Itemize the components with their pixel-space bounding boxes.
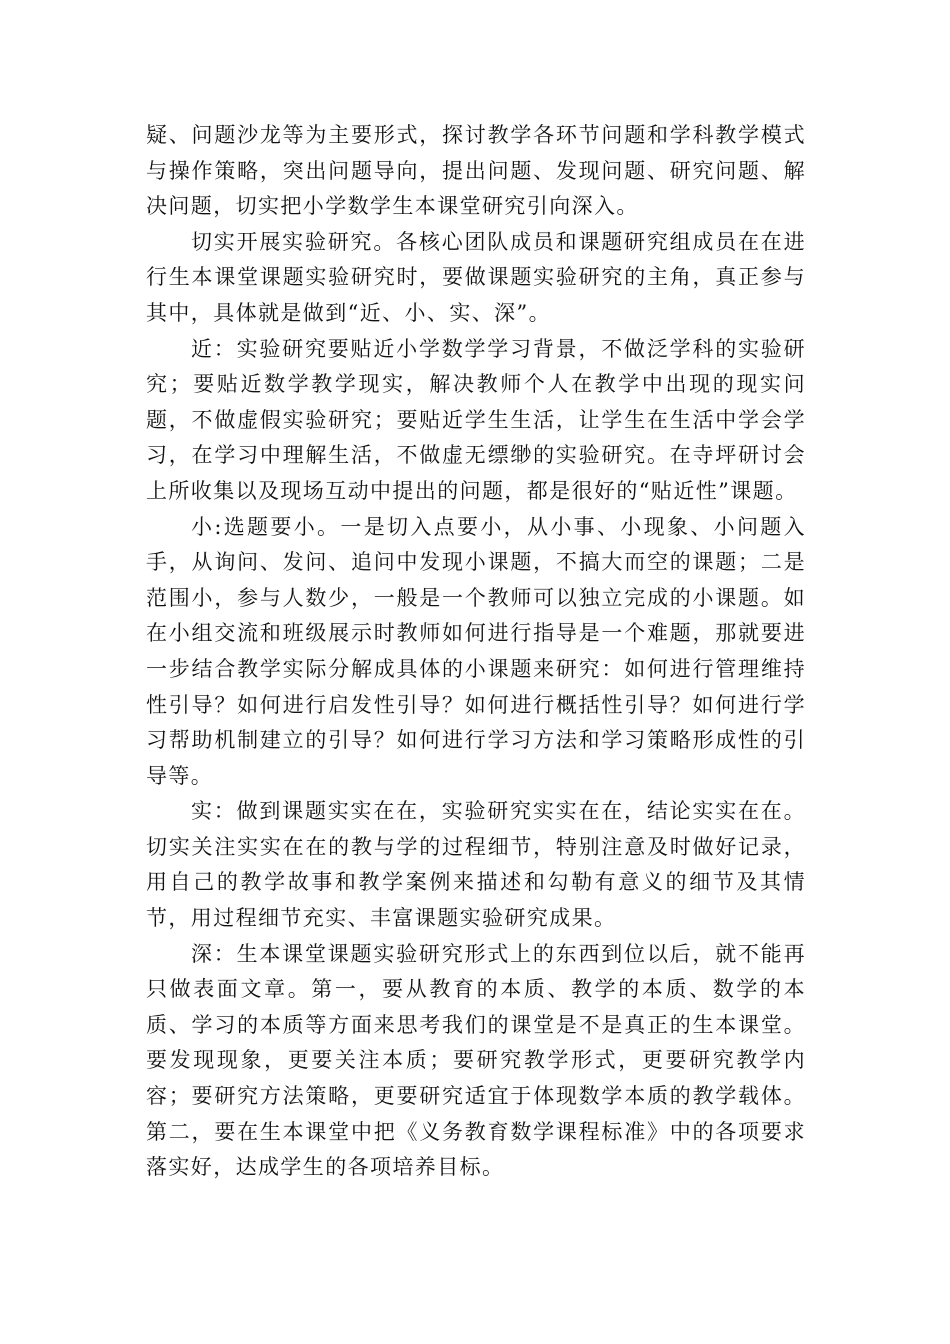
document-body	[146, 118, 806, 1186]
paragraph-near: 近：实验研究要贴近小学数学学习背景，不做泛学科的实验研究；要贴近数学教学现实，解决教师个人在教学中出现的现实问题，不做虚假实验研究；要贴近学生生活，让学生在生活中学会学习，在学习中理解生活，不做虚无缥缈的实验研究。在寺坪研讨会上所收集以及现场互动中提出的问题，都是很好的“贴近性”课题。	[146, 336, 806, 503]
paragraph-deep: 深：生本课堂课题实验研究形式上的东西到位以后，就不能再只做表面文章。第一，要从教育的本质、教学的本质、数学的本质、学习的本质等方面来思考我们的课堂是不是真正的生本课堂。要发现现象，更要关注本质；要研究教学形式，更要研究教学内容；要研究方法策略，更要研究适宜于体现数学本质的教学载体。第二，要在生本课堂中把《义务教育数学课程标准》中的各项要求落实好，达成学生的各项培养目标。	[146, 941, 806, 1180]
paragraph-continuation: 疑、问题沙龙等为主要形式，探讨教学各环节问题和学科教学模式与操作策略，突出问题导向，提出问题、发现问题、研究问题、解决问题，切实把小学数学生本课堂研究引向深入。	[146, 123, 806, 219]
paragraph-experiment-research: 切实开展实验研究。各核心团队成员和课题研究组成员在在进行生本课堂课题实验研究时，要做课题实验研究的主角，真正参与其中，具体就是做到“近、小、实、深”。	[146, 229, 806, 325]
paragraph-real: 实：做到课题实实在在，实验研究实实在在，结论实实在在。切实关注实实在在的教与学的过程细节，特别注意及时做好记录，用自己的教学故事和教学案例来描述和勾勒有意义的细节及其情节，用过程细节充实、丰富课题实验研究成果。	[146, 799, 806, 931]
paragraph-small: 小:选题要小。一是切入点要小，从小事、小现象、小问题入手，从询问、发问、追问中发现小课题，不搞大而空的课题；二是范围小，参与人数少，一般是一个教师可以独立完成的小课题。如在小组交流和班级展示时教师如何进行指导是一个难题，那就要进一步结合教学实际分解成具体的小课题来研究：如何进行管理维持性引导？如何进行启发性引导？如何进行概括性引导？如何进行学习帮助机制建立的引导？如何进行学习方法和学习策略形成性的引导等。	[146, 514, 806, 788]
